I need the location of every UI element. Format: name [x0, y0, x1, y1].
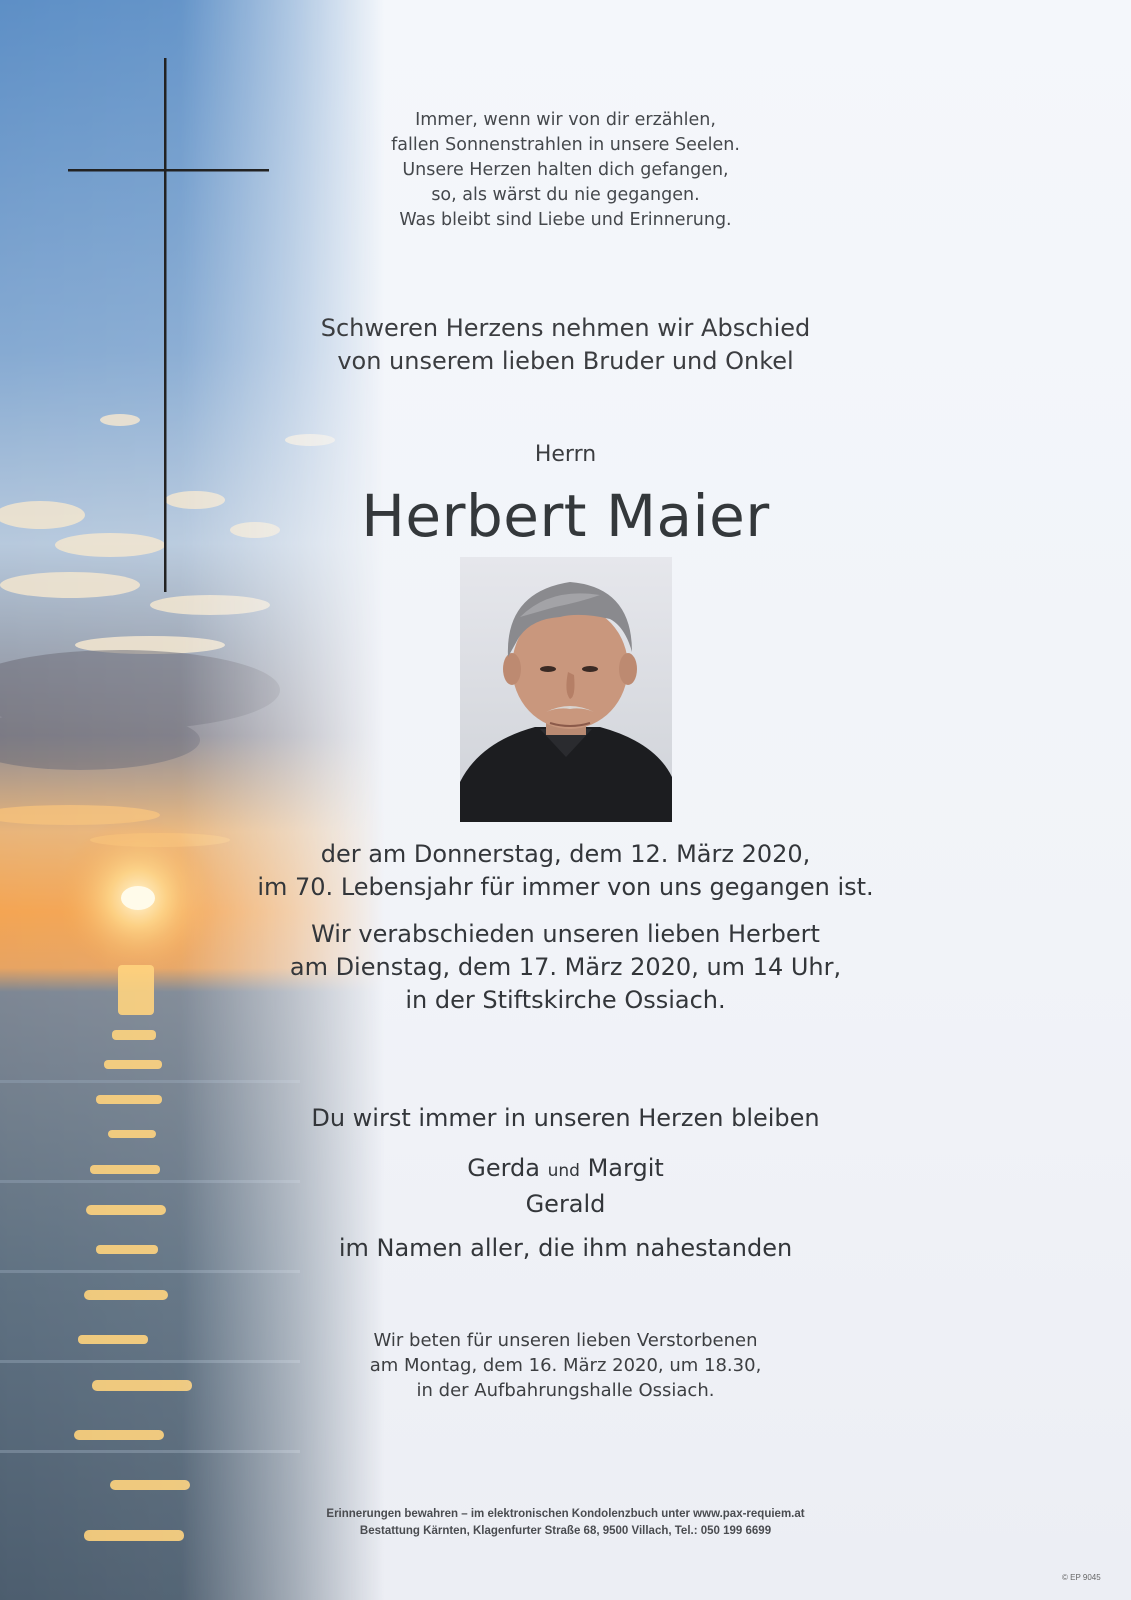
prayer-line: in der Aufbahrungshalle Ossiach.	[416, 1380, 715, 1401]
poem-line: Immer, wenn wir von dir erzählen,	[415, 110, 716, 130]
behalf-line: im Namen aller, die ihm nahestanden	[338, 1234, 793, 1262]
farewell-line: in der Stiftskirche Ossiach.	[405, 986, 726, 1014]
prayer-notice	[0, 1328, 1131, 1403]
mourner-name: Margit	[587, 1154, 664, 1182]
poem-line: so, als wärst du nie gegangen.	[431, 185, 700, 205]
intro-line: von unserem lieben Bruder und Onkel	[337, 347, 794, 375]
farewell-line: Wir verabschieden unseren lieben Herbert	[311, 920, 820, 948]
poem-line: Was bleibt sind Liebe und Erinnerung.	[399, 210, 732, 230]
conjunction: und	[547, 1161, 580, 1181]
farewell-intro	[0, 312, 1131, 378]
farewell-line: am Dienstag, dem 17. März 2020, um 14 Uhr,	[289, 953, 842, 981]
intro-line: Schweren Herzens nehmen wir Abschied	[320, 314, 811, 342]
template-code: © EP 9045	[1062, 1573, 1101, 1582]
mourners	[0, 1152, 1131, 1221]
prayer-line: Wir beten für unseren lieben Verstorbenen	[373, 1330, 758, 1351]
memorial-poem	[0, 108, 1131, 233]
poem-line: fallen Sonnenstrahlen in unsere Seelen.	[391, 135, 740, 155]
funeral-details	[0, 918, 1131, 1017]
death-line: im 70. Lebensjahr für immer von uns gegangen ist.	[257, 873, 874, 901]
deceased-name: Herbert Maier	[361, 482, 770, 550]
death-line: der am Donnerstag, dem 12. März 2020,	[320, 840, 811, 868]
prayer-line: am Montag, dem 16. März 2020, um 18.30,	[369, 1355, 762, 1376]
footer-line: Erinnerungen bewahren – im elektronischen Kondolenzbuch unter www.pax-requiem.at	[326, 1508, 805, 1520]
poem-line: Unsere Herzen halten dich gefangen,	[402, 160, 729, 180]
mourner-name: Gerald	[525, 1190, 606, 1218]
heart-line: Du wirst immer in unseren Herzen bleiben	[311, 1104, 820, 1132]
footer	[0, 1506, 1131, 1540]
salutation: Herrn	[534, 442, 597, 467]
footer-line: Bestattung Kärnten, Klagenfurter Straße 68, 9500 Villach, Tel.: 050 199 6699	[359, 1525, 772, 1537]
mourner-name: Gerda	[467, 1154, 540, 1182]
death-notice	[0, 838, 1131, 904]
portrait-photo	[460, 557, 672, 822]
